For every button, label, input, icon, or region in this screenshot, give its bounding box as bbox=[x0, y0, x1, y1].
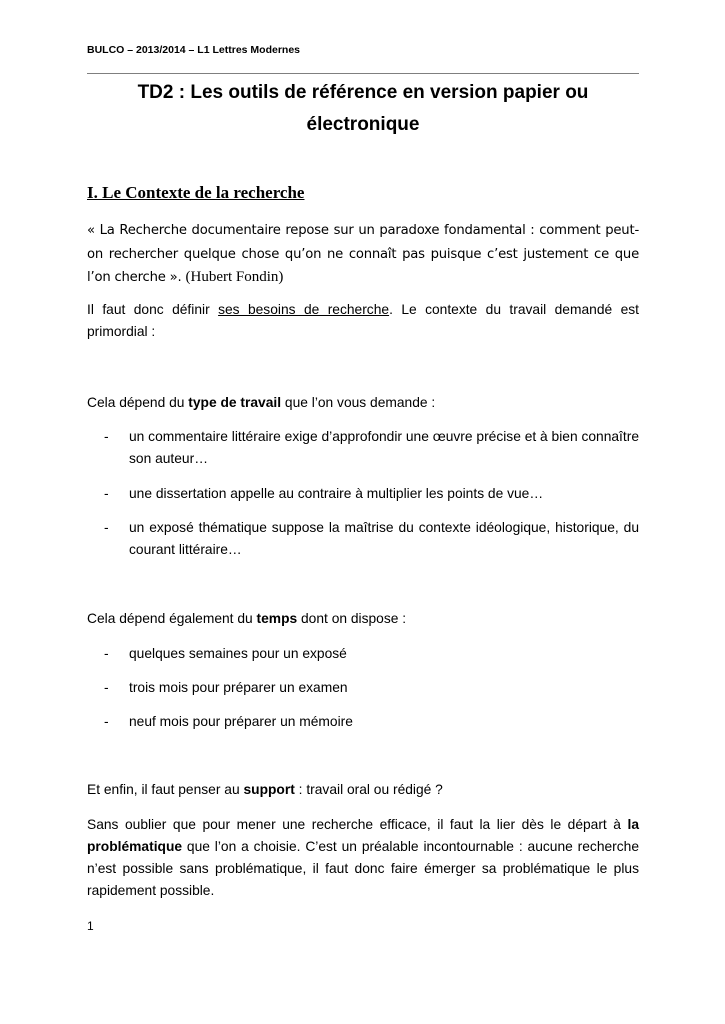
list-item bbox=[87, 426, 639, 470]
list-item bbox=[87, 483, 639, 505]
bullet-dash: - bbox=[104, 520, 109, 535]
problematique-text-start: Sans oublier que pour mener une recherche efficace, il faut la lier dès le départ à bbox=[87, 817, 628, 832]
temps-intro-bold: temps bbox=[256, 611, 298, 626]
list-item-text: un commentaire littéraire exige d’approfondir une œuvre précise et à bien connaître son auteur… bbox=[129, 429, 639, 466]
quote-text: « La Recherche documentaire repose sur un paradoxe fondamental : comment peut-on rechercher quelque chose qu’on ne connaît pas puisque c’est justement ce que l’on cherche ». bbox=[87, 223, 639, 285]
besoins-text-start: Il faut donc définir bbox=[87, 302, 219, 317]
temps-intro-end: dont on dispose : bbox=[297, 611, 407, 626]
list-item-text: quelques semaines pour un exposé bbox=[129, 646, 347, 661]
support-text-start: Et enfin, il faut penser au bbox=[87, 782, 244, 797]
support-text-end: : travail oral ou rédigé ? bbox=[294, 782, 443, 797]
section-heading: I. Le Contexte de la recherche bbox=[87, 183, 305, 202]
quote-paragraph bbox=[87, 219, 639, 290]
temps-intro-start: Cela dépend également du bbox=[87, 611, 257, 626]
list-item-text: trois mois pour préparer un examen bbox=[129, 680, 348, 695]
temps-intro bbox=[87, 608, 639, 630]
support-paragraph bbox=[87, 779, 639, 801]
travail-intro bbox=[87, 392, 639, 414]
bullet-dash: - bbox=[104, 486, 109, 501]
page-number: 1 bbox=[87, 919, 94, 933]
header-divider bbox=[87, 73, 639, 74]
support-bold: support bbox=[243, 782, 295, 797]
list-item bbox=[87, 517, 639, 561]
list-item bbox=[87, 643, 639, 665]
list-item-text: un exposé thématique suppose la maîtrise du contexte idéologique, historique, du courant littéraire… bbox=[129, 520, 639, 557]
travail-intro-start: Cela dépend du bbox=[87, 395, 189, 410]
bullet-dash: - bbox=[104, 646, 109, 661]
list-item-text: une dissertation appelle au contraire à multiplier les points de vue… bbox=[129, 486, 544, 501]
besoins-emphasis: ses besoins de recherche bbox=[218, 302, 390, 317]
bullet-dash: - bbox=[104, 429, 109, 444]
quote-author: (Hubert Fondin) bbox=[185, 269, 284, 285]
bullet-dash: - bbox=[104, 714, 109, 729]
list-item bbox=[87, 677, 639, 699]
document-title: TD2 : Les outils de référence en version papier ou électronique bbox=[137, 82, 589, 135]
running-header: BULCO – 2013/2014 – L1 Lettres Modernes bbox=[87, 44, 301, 56]
besoins-paragraph bbox=[87, 299, 639, 343]
besoins-text-end: . Le contexte du travail demandé est primordial : bbox=[87, 302, 639, 339]
problematique-paragraph bbox=[87, 814, 639, 902]
list-item bbox=[87, 711, 639, 733]
list-item-text: neuf mois pour préparer un mémoire bbox=[129, 714, 353, 729]
problematique-bold: la problématique bbox=[87, 817, 639, 854]
problematique-text-end: que l’on a choisie. C’est un préalable incontournable : aucune recherche n’est possible sans problématique, il faut donc faire émerger sa problématique le plus rapidement possible. bbox=[87, 839, 639, 898]
bullet-dash: - bbox=[104, 680, 109, 695]
travail-intro-end: que l’on vous demande : bbox=[281, 395, 436, 410]
travail-intro-bold: type de travail bbox=[188, 395, 282, 410]
